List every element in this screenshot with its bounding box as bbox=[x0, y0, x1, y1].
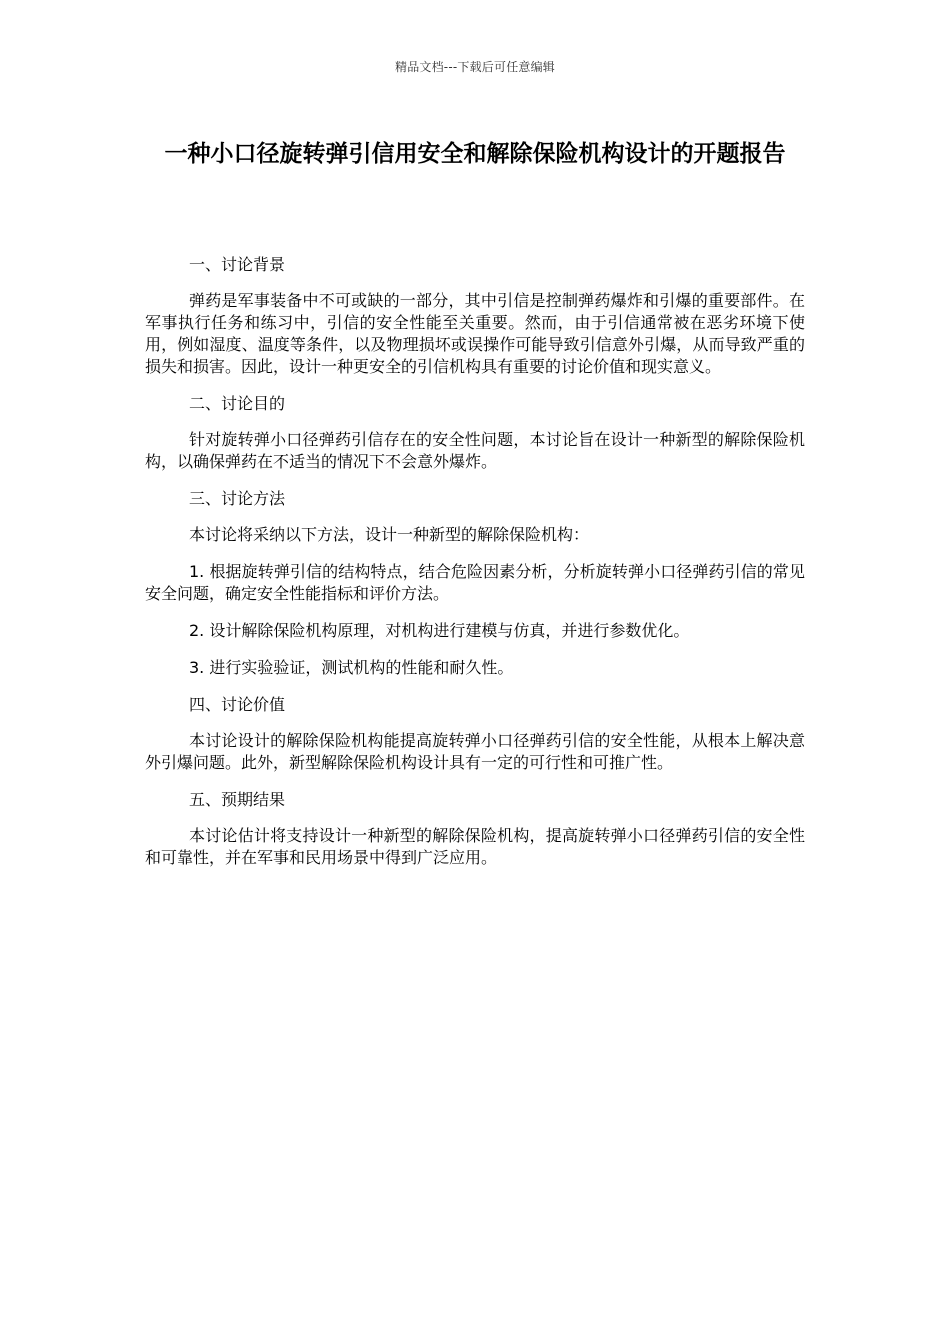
section-heading-results: 五、预期结果 bbox=[189, 790, 286, 809]
paragraph-purpose: 针对旋转弹小口径弹药引信存在的安全性问题，本讨论旨在设计一种新型的解除保险机构，以确保弹药在不适当的情况下不会意外爆炸。 bbox=[145, 430, 805, 471]
method-step-1: 1. 根据旋转弹引信的结构特点，结合危险因素分析，分析旋转弹小口径弹药引信的常见安全问题，确定安全性能指标和评价方法。 bbox=[145, 562, 805, 603]
paragraph-value: 本讨论设计的解除保险机构能提高旋转弹小口径弹药引信的安全性能，从根本上解决意外引爆问题。此外，新型解除保险机构设计具有一定的可行性和可推广性。 bbox=[145, 731, 805, 772]
method-step-2: 2. 设计解除保险机构原理，对机构进行建模与仿真，并进行参数优化。 bbox=[189, 621, 690, 640]
section-heading-purpose: 二、讨论目的 bbox=[189, 394, 286, 413]
paragraph-results: 本讨论估计将支持设计一种新型的解除保险机构，提高旋转弹小口径弹药引信的安全性和可靠性，并在军事和民用场景中得到广泛应用。 bbox=[145, 826, 805, 867]
paragraph-background: 弹药是军事装备中不可或缺的一部分，其中引信是控制弹药爆炸和引爆的重要部件。在军事执行任务和练习中，引信的安全性能至关重要。然而，由于引信通常被在恶劣环境下使用，例如湿度、温度等条件，以及物理损坏或误操作可能导致引信意外引爆，从而导致严重的损失和损害。因此，设计一种更安全的引信机构具有重要的讨论价值和现实意义。 bbox=[145, 291, 805, 376]
document-body bbox=[145, 254, 805, 884]
method-step-3: 3. 进行实验验证，测试机构的性能和耐久性。 bbox=[189, 658, 514, 677]
section-heading-background: 一、讨论背景 bbox=[189, 255, 286, 274]
document-title: 一种小口径旋转弹引信用安全和解除保险机构设计的开题报告 bbox=[164, 141, 786, 167]
section-heading-method: 三、讨论方法 bbox=[189, 489, 286, 508]
header-note: 精品文档---下载后可任意编辑 bbox=[395, 60, 555, 74]
section-heading-value: 四、讨论价值 bbox=[189, 695, 286, 714]
paragraph-method-intro: 本讨论将采纳以下方法，设计一种新型的解除保险机构： bbox=[189, 525, 590, 544]
